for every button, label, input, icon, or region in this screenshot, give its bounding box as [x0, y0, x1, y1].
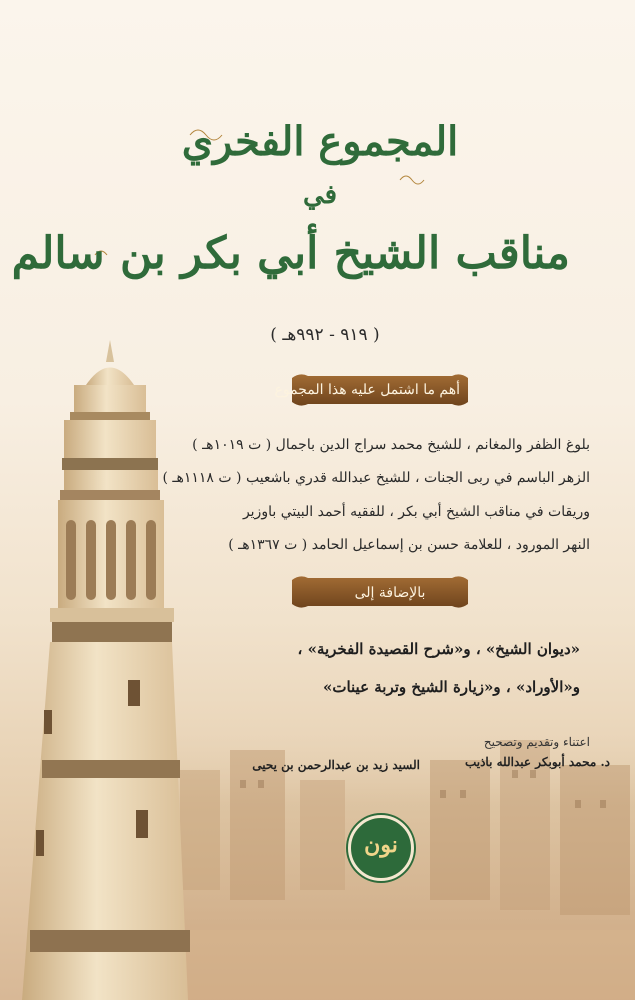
- work-item-4: النهر المورود ، للعلامة حسن بن إسماعيل الحامد ( ت ١٣٦٧هـ ): [228, 537, 590, 553]
- title-line-2: في: [302, 180, 338, 210]
- minaret-illustration: [22, 340, 190, 1000]
- banner-1-label: أهم ما اشتمل عليه هذا المجموع: [274, 382, 460, 398]
- editor-name-1: د. محمد أبوبكر عبدالله باذيب: [464, 755, 610, 769]
- work-item-2: الزهر الباسم في ربى الجنات ، للشيخ عبدالله قدري باشعيب ( ت ١١١٨هـ ): [162, 470, 590, 486]
- title-line-3: مناقب الشيخ أبي بكر بن سالم: [11, 228, 570, 279]
- credit-label: اعتناء وتقديم وتصحيح: [483, 735, 590, 749]
- work-item-1: بلوغ الظفر والمغانم ، للشيخ محمد سراج الدين باجمال ( ت ١٠١٩هـ ): [192, 437, 590, 453]
- title-line-1: المجموع الفخري: [181, 118, 459, 165]
- subject-dates: ( ٩١٩ - ٩٩٢هـ ): [270, 325, 380, 345]
- addition-line-2: و«الأوراد» ، و«زيارة الشيخ وتربة عينات»: [322, 678, 580, 696]
- banner-2-label: بالإضافة إلى: [354, 585, 426, 601]
- page-edge: [635, 0, 643, 1000]
- work-item-3: وريقات في مناقب الشيخ أبي بكر ، للفقيه أحمد البيتي باوزير: [242, 504, 590, 520]
- editor-name-2: السيد زيد بن عبدالرحمن بن يحيى: [252, 758, 420, 772]
- publisher-logo-text: نون: [364, 832, 398, 858]
- addition-line-1: «ديوان الشيخ» ، و«شرح القصيدة الفخرية» ،: [297, 640, 580, 658]
